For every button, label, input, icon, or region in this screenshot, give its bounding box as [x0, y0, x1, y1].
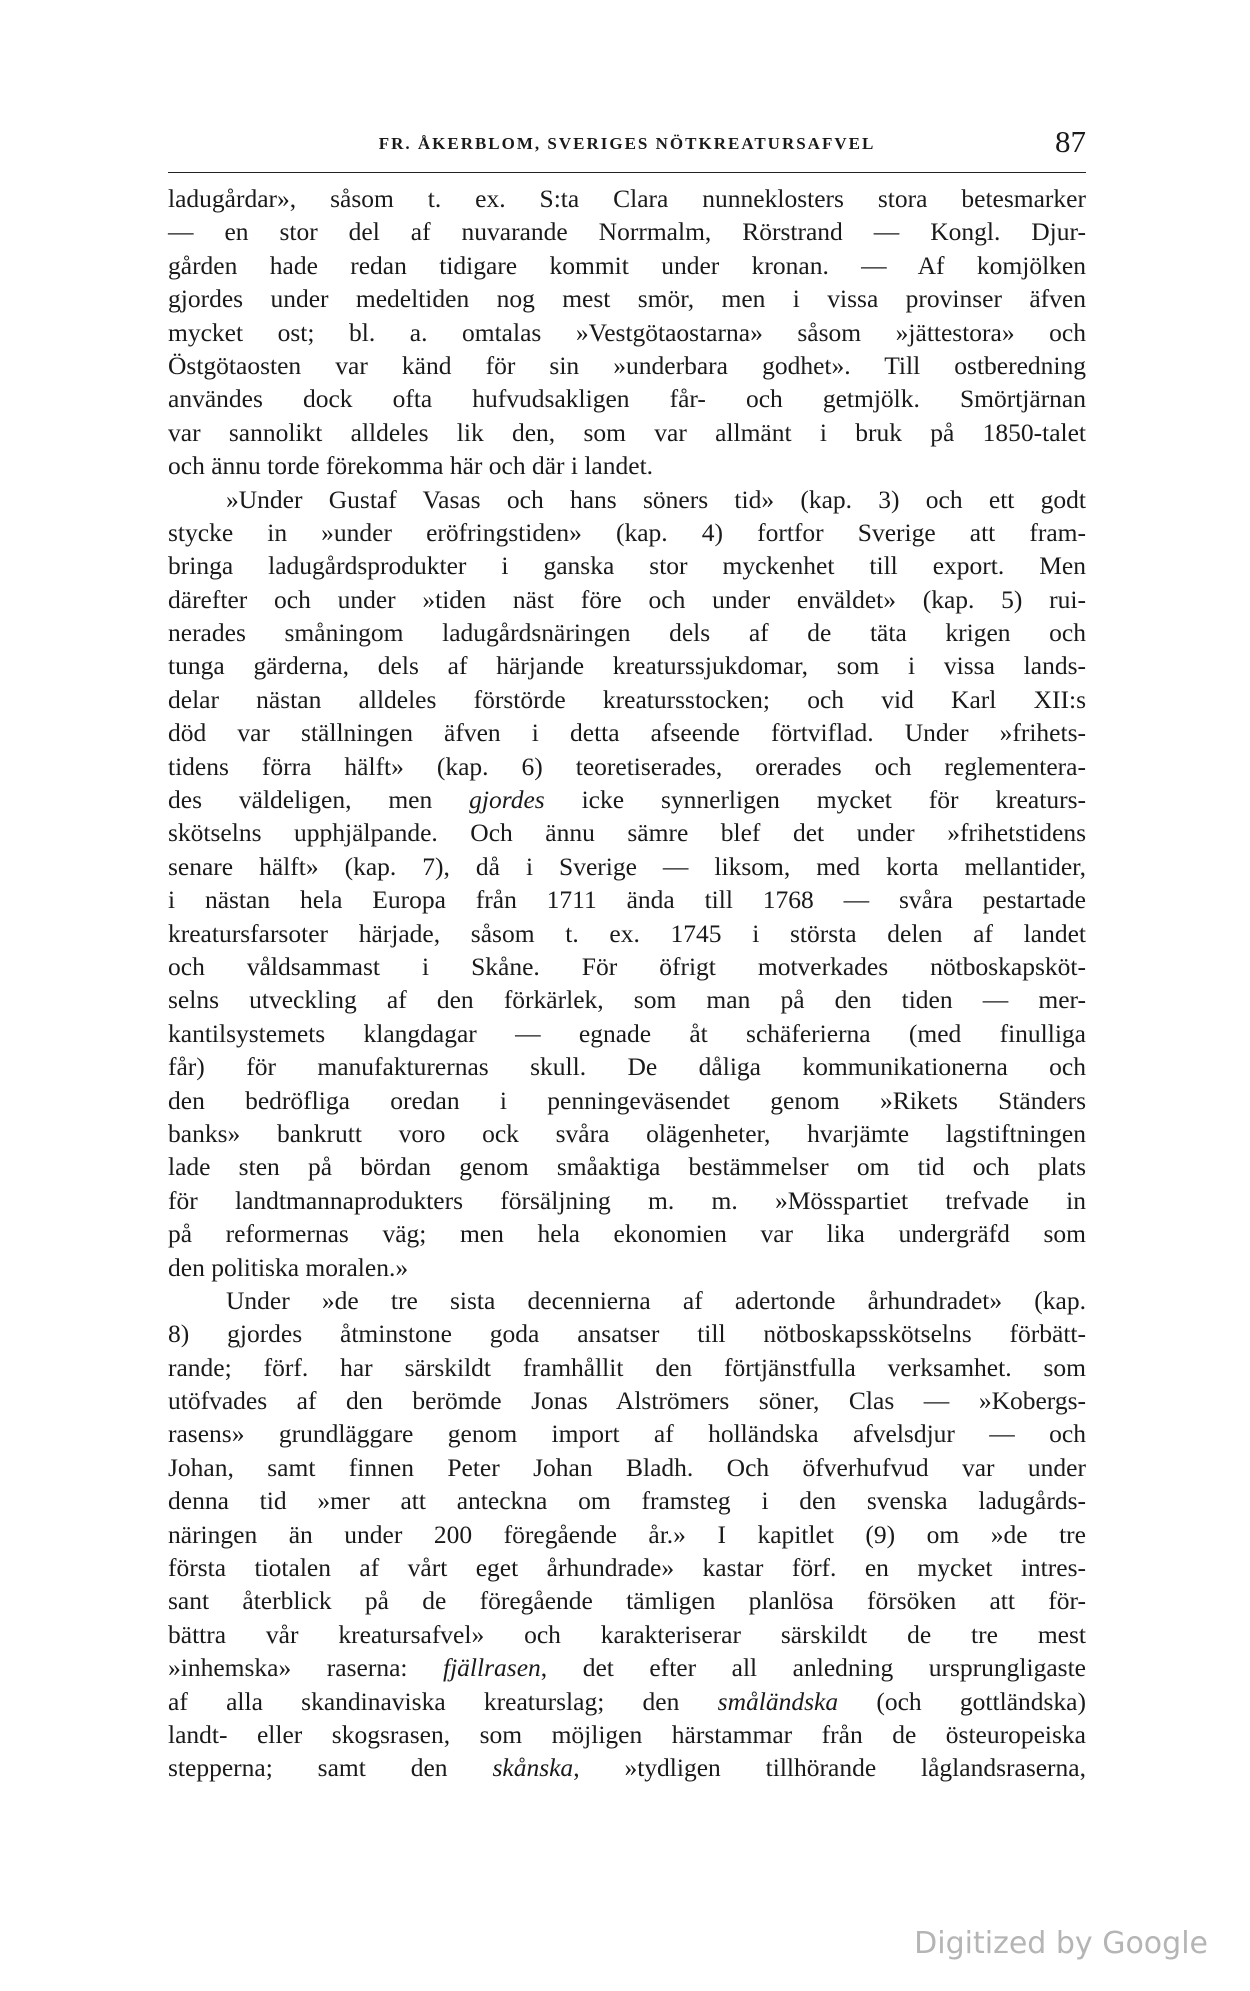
- text-line: [168, 1718, 1086, 1751]
- text-line: [168, 850, 1086, 883]
- text-segment: nerades småningom ladugårdsnäringen dels af de täta krigen och: [168, 618, 1086, 648]
- text-line: [168, 1518, 1086, 1551]
- text-line: [168, 1551, 1086, 1584]
- text-line: [168, 316, 1086, 349]
- text-line: [168, 816, 1086, 849]
- text-segment: gården hade redan tidigare kommit under kronan. — Af komjölken: [168, 250, 1086, 280]
- italic-term: skånska: [492, 1753, 574, 1783]
- text-segment: tidens förra hälft» (kap. 6) teoretiserades, orerades och reglementera-: [168, 751, 1086, 781]
- text-line: [168, 349, 1086, 382]
- text-line: [168, 1751, 1086, 1784]
- text-line: [168, 1050, 1086, 1083]
- text-line: [168, 750, 1086, 783]
- text-segment: död var ställningen äfven i detta afseende förtviflad. Under »frihets-: [168, 718, 1086, 748]
- text-segment: rasens» grundläggare genom import af holländska afvelsdjur — och: [168, 1419, 1086, 1449]
- text-segment: senare hälft» (kap. 7), då i Sverige — liksom, med korta mellantider,: [168, 851, 1086, 881]
- header-rule: [168, 172, 1086, 173]
- text-segment: tunga gärderna, dels af härjande kreaturssjukdomar, som i vissa lands-: [168, 651, 1086, 681]
- text-line: [168, 1117, 1086, 1150]
- text-segment: mycket ost; bl. a. omtalas »Vestgötaostarna» såsom »jättestora» och: [168, 317, 1086, 347]
- text-line: [168, 1417, 1086, 1450]
- text-segment: bättra vår kreatursafvel» och karakteriserar särskildt de tre mest: [168, 1619, 1086, 1649]
- italic-term: gjordes: [469, 785, 545, 815]
- text-line: [168, 1284, 1086, 1317]
- text-segment: , »tydligen tillhörande låglandsraserna,: [573, 1753, 1086, 1783]
- text-line: [168, 1484, 1086, 1517]
- text-line: [168, 883, 1086, 916]
- text-segment: användes dock ofta hufvudsakligen får- och getmjölk. Smörtjärnan: [168, 384, 1086, 414]
- text-segment: icke synnerligen mycket för kreaturs-: [544, 785, 1086, 815]
- italic-term: fjällrasen: [443, 1653, 541, 1683]
- text-segment: — en stor del af nuvarande Norrmalm, Rörstrand — Kongl. Djur-: [168, 217, 1086, 247]
- text-line: [168, 649, 1086, 682]
- text-line: [168, 917, 1086, 950]
- text-segment: första tiotalen af vårt eget århundrade» kastar förf. en mycket intres-: [168, 1553, 1086, 1583]
- text-segment: »Under Gustaf Vasas och hans söners tid» (kap. 3) och ett godt: [226, 484, 1086, 514]
- text-segment: stycke in »under eröfringstiden» (kap. 4) fortfor Sverige att fram-: [168, 517, 1086, 547]
- running-head: FR. ÅKERBLOM, SVERIGES NÖTKREATURSAFVEL: [378, 134, 876, 153]
- text-segment: selns utveckling af den förkärlek, som man på den tiden — mer-: [168, 985, 1086, 1015]
- text-line: [168, 1251, 1086, 1284]
- text-segment: och ännu torde förekomma här och där i landet.: [168, 451, 654, 481]
- text-segment: des väldeligen, men: [168, 785, 470, 815]
- text-line: [168, 1084, 1086, 1117]
- text-segment: lade sten på bördan genom småaktiga bestämmelser om tid och plats: [168, 1152, 1086, 1182]
- text-segment: och våldsammast i Skåne. För öfrigt motverkades nötboskapsköt-: [168, 951, 1086, 981]
- text-line: [168, 1351, 1086, 1384]
- text-line: [168, 182, 1086, 215]
- italic-term: småländska: [717, 1686, 839, 1716]
- text-segment: därefter och under »tiden näst före och under enväldet» (kap. 5) rui-: [168, 584, 1086, 614]
- text-segment: får) för manufakturernas skull. De dåliga kommunikationerna och: [168, 1052, 1086, 1082]
- text-line: [168, 1618, 1086, 1651]
- text-segment: skötselns upphjälpande. Och ännu sämre blef det under »frihetstidens: [168, 818, 1086, 848]
- text-segment: delar nästan alldeles förstörde kreatursstocken; och vid Karl XII:s: [168, 684, 1086, 714]
- text-segment: banks» bankrutt voro ock svåra olägenheter, hvarjämte lagstiftningen: [168, 1118, 1086, 1148]
- text-line: [168, 1217, 1086, 1250]
- text-segment: sant återblick på de föregående tämligen planlösa försöken att för-: [168, 1586, 1086, 1616]
- text-segment: gjordes under medeltiden nog mest smör, men i vissa provinser äfven: [168, 284, 1086, 314]
- text-line: [168, 616, 1086, 649]
- text-segment: bringa ladugårdsprodukter i ganska stor myckenhet till export. Men: [168, 551, 1086, 581]
- text-line: [168, 1017, 1086, 1050]
- text-line: [168, 516, 1086, 549]
- text-segment: Under »de tre sista decennierna af adertonde århundradet» (kap.: [226, 1285, 1086, 1315]
- text-segment: kreatursfarsoter härjade, såsom t. ex. 1745 i största delen af landet: [168, 918, 1086, 948]
- text-line: [168, 1150, 1086, 1183]
- text-segment: , det efter all anledning ursprungligaste: [540, 1653, 1086, 1683]
- text-segment: för landtmannaprodukters försäljning m. m. »Mösspartiet trefvade in: [168, 1185, 1086, 1215]
- text-line: [168, 549, 1086, 582]
- text-line: [168, 449, 1086, 482]
- text-segment: (och gottländska): [838, 1686, 1086, 1716]
- watermark: Digitized by Google: [914, 1926, 1208, 1961]
- text-segment: landt- eller skogsrasen, som möjligen härstammar från de östeuropeiska: [168, 1719, 1086, 1749]
- text-line: [168, 215, 1086, 248]
- text-line: [168, 983, 1086, 1016]
- text-line: [168, 1651, 1086, 1684]
- text-line: [168, 249, 1086, 282]
- text-line: [168, 1451, 1086, 1484]
- text-line: [168, 1384, 1086, 1417]
- page-number: 87: [1055, 124, 1086, 159]
- text-segment: »inhemska» raserna:: [168, 1653, 444, 1683]
- page-header: [168, 124, 1086, 164]
- text-segment: ladugårdar», såsom t. ex. S:ta Clara nunneklosters stora betesmarker: [168, 184, 1086, 213]
- text-line: [168, 382, 1086, 415]
- text-line: [168, 950, 1086, 983]
- text-line: [168, 416, 1086, 449]
- text-segment: Östgötaosten var känd för sin »underbara godhet». Till ostberedning: [168, 350, 1086, 380]
- text-line: [168, 1317, 1086, 1350]
- text-segment: kantilsystemets klangdagar — egnade åt schäferierna (med finulliga: [168, 1018, 1086, 1048]
- text-segment: Johan, samt finnen Peter Johan Bladh. Och öfverhufvud var under: [168, 1452, 1086, 1482]
- text-line: [168, 716, 1086, 749]
- text-segment: rande; förf. har särskildt framhållit den förtjänstfulla verksamhet. som: [168, 1352, 1086, 1382]
- text-segment: på reformernas väg; men hela ekonomien var lika undergräfd som: [168, 1219, 1086, 1249]
- text-segment: var sannolikt alldeles lik den, som var allmänt i bruk på 1850-talet: [168, 417, 1086, 447]
- text-line: [168, 683, 1086, 716]
- text-segment: 8) gjordes åtminstone goda ansatser till nötboskapsskötselns förbätt-: [168, 1319, 1086, 1349]
- text-line: [168, 583, 1086, 616]
- text-segment: denna tid »mer att anteckna om framsteg i den svenska ladugårds-: [168, 1486, 1086, 1516]
- text-segment: den bedröfliga oredan i penningeväsendet genom »Rikets Ständers: [168, 1085, 1086, 1115]
- text-segment: näringen än under 200 föregående år.» I kapitlet (9) om »de tre: [168, 1519, 1086, 1549]
- text-line: [168, 783, 1086, 816]
- text-segment: i nästan hela Europa från 1711 ända till 1768 — svåra pestartade: [168, 885, 1086, 915]
- text-line: [168, 1685, 1086, 1718]
- text-segment: af alla skandinaviska kreaturslag; den: [168, 1686, 718, 1716]
- text-segment: den politiska moralen.»: [168, 1252, 409, 1282]
- text-line: [168, 1184, 1086, 1217]
- text-segment: stepperna; samt den: [168, 1753, 493, 1783]
- text-line: [168, 1584, 1086, 1617]
- text-segment: utöfvades af den berömde Jonas Alströmers söner, Clas — »Kobergs-: [168, 1386, 1086, 1416]
- body-text: [168, 182, 1086, 1785]
- text-line: [168, 483, 1086, 516]
- text-line: [168, 282, 1086, 315]
